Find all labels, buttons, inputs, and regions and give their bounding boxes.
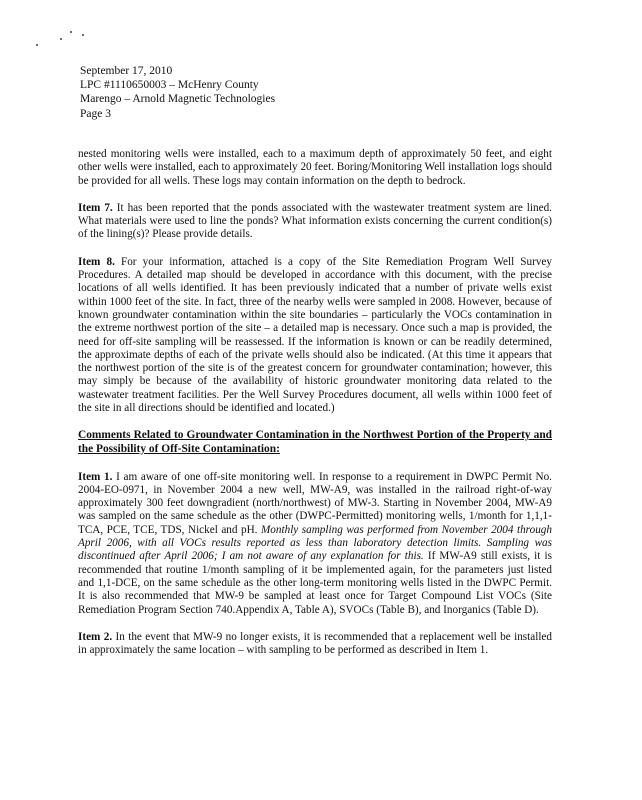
item-7-paragraph	[78, 202, 552, 242]
item-1-paragraph	[78, 471, 552, 617]
item-8-paragraph	[78, 256, 552, 416]
header-date: September 17, 2010	[80, 65, 173, 77]
item-8-text: For your information, attached is a copy of the Site Remediation Program Well Survey Procedures. A detailed map should be developed in accordance with this document, with the precise locations of all wells identified. It has been previously indicated that a number of private wells exist within 1000 feet of the site. In fact, three of the nearby wells were sampled in 2008. However, because of known groundwater contamination within the site boundaries – particularly the VOCs contamination in the extreme northwest portion of the site – a detailed map is necessary. Once such a map is provided, the need for off-site sampling will be reassessed. If the information is known or can be readily determined, the approximate depths of each of the private wells should also be indicated. (At this time it appears that the northwest portion of the site is of the greatest concern for groundwater contamination; however, this may simply be because of the availability of historic groundwater monitoring data related to the wastewater treatment facilities. Per the Well Survey Procedures document, all wells within 1000 feet of the site in all directions should be identified and located.)	[78, 255, 552, 415]
item-1-italic-note: Monthly sampling was performed from November 2004 through April 2006, with all VOCs results reported as less than laboratory detection limits. Sampling was discontinued after April 2006; I am not aware of any explanation for this.	[78, 523, 552, 563]
item-1-text-a: I am aware of one off-site monitoring well. In response to a requirement in DWPC Permit No. 2004-EO-0971, in November 2004 a new well, MW-A9, was installed in the railroad right-of-way approximately 300 feet downgradient (north/northwest) of MW-3. Starting in November 2004, MW-A9 was sampled on the same schedule as the other (DWPC-Permitted) monitoring wells, 1/month for 1,1,1-TCA, PCE, TCE, TDS, Nickel and pH.	[78, 470, 552, 536]
item-7-text: It has been reported that the ponds associated with the wastewater treatment system are lined. What materials were used to line the ponds? What information exists concerning the current condition(s) of the lining(s)? Please provide details.	[78, 201, 552, 241]
scan-speck	[36, 44, 38, 46]
item-1-text-b: If MW-A9 still exists, it is recommended that routine 1/month sampling of it be implemented again, for the parameters just listed and 1,1-DCE, on the same schedule as the other long-term monitoring wells listed in the DWPC Permit. It is also recommended that MW-9 be sampled at least once for Target Compound List VOCs (Site Remediation Program Section 740.Appendix A, Table A), SVOCs (Table B), and Inorganics (Table D).	[78, 550, 552, 616]
header-lpc: LPC #1110650003 – McHenry County	[80, 79, 259, 92]
document-body	[78, 148, 552, 671]
item-7-label: Item 7.	[78, 201, 113, 214]
item-2-paragraph	[78, 631, 552, 658]
section-heading: Comments Related to Groundwater Contamination in the Northwest Portion of the Property and the Possibility of Off-Site Contamination:	[78, 429, 552, 455]
scan-speck	[60, 38, 62, 40]
item-2-text: In the event that MW-9 no longer exists, it is recommended that a replacement well be installed in approximately the same location – with sampling to be performed as described in Item 1.	[78, 630, 552, 657]
continuation-paragraph: nested monitoring wells were installed, each to a maximum depth of approximately 50 feet, and eight other wells were installed, each to approximately 20 feet. Boring/Monitoring Well installation logs should be provided for all wells. These logs may contain information on the depth to bedrock.	[78, 148, 552, 187]
item-8-label: Item 8.	[78, 255, 115, 268]
scan-speck	[82, 34, 84, 36]
header-site: Marengo – Arnold Magnetic Technologies	[80, 93, 276, 106]
item-2-label: Item 2.	[78, 630, 113, 643]
header-page-number: Page 3	[80, 107, 111, 120]
scan-speck	[70, 31, 72, 33]
item-1-label: Item 1.	[78, 470, 113, 483]
letter-header	[80, 64, 275, 121]
